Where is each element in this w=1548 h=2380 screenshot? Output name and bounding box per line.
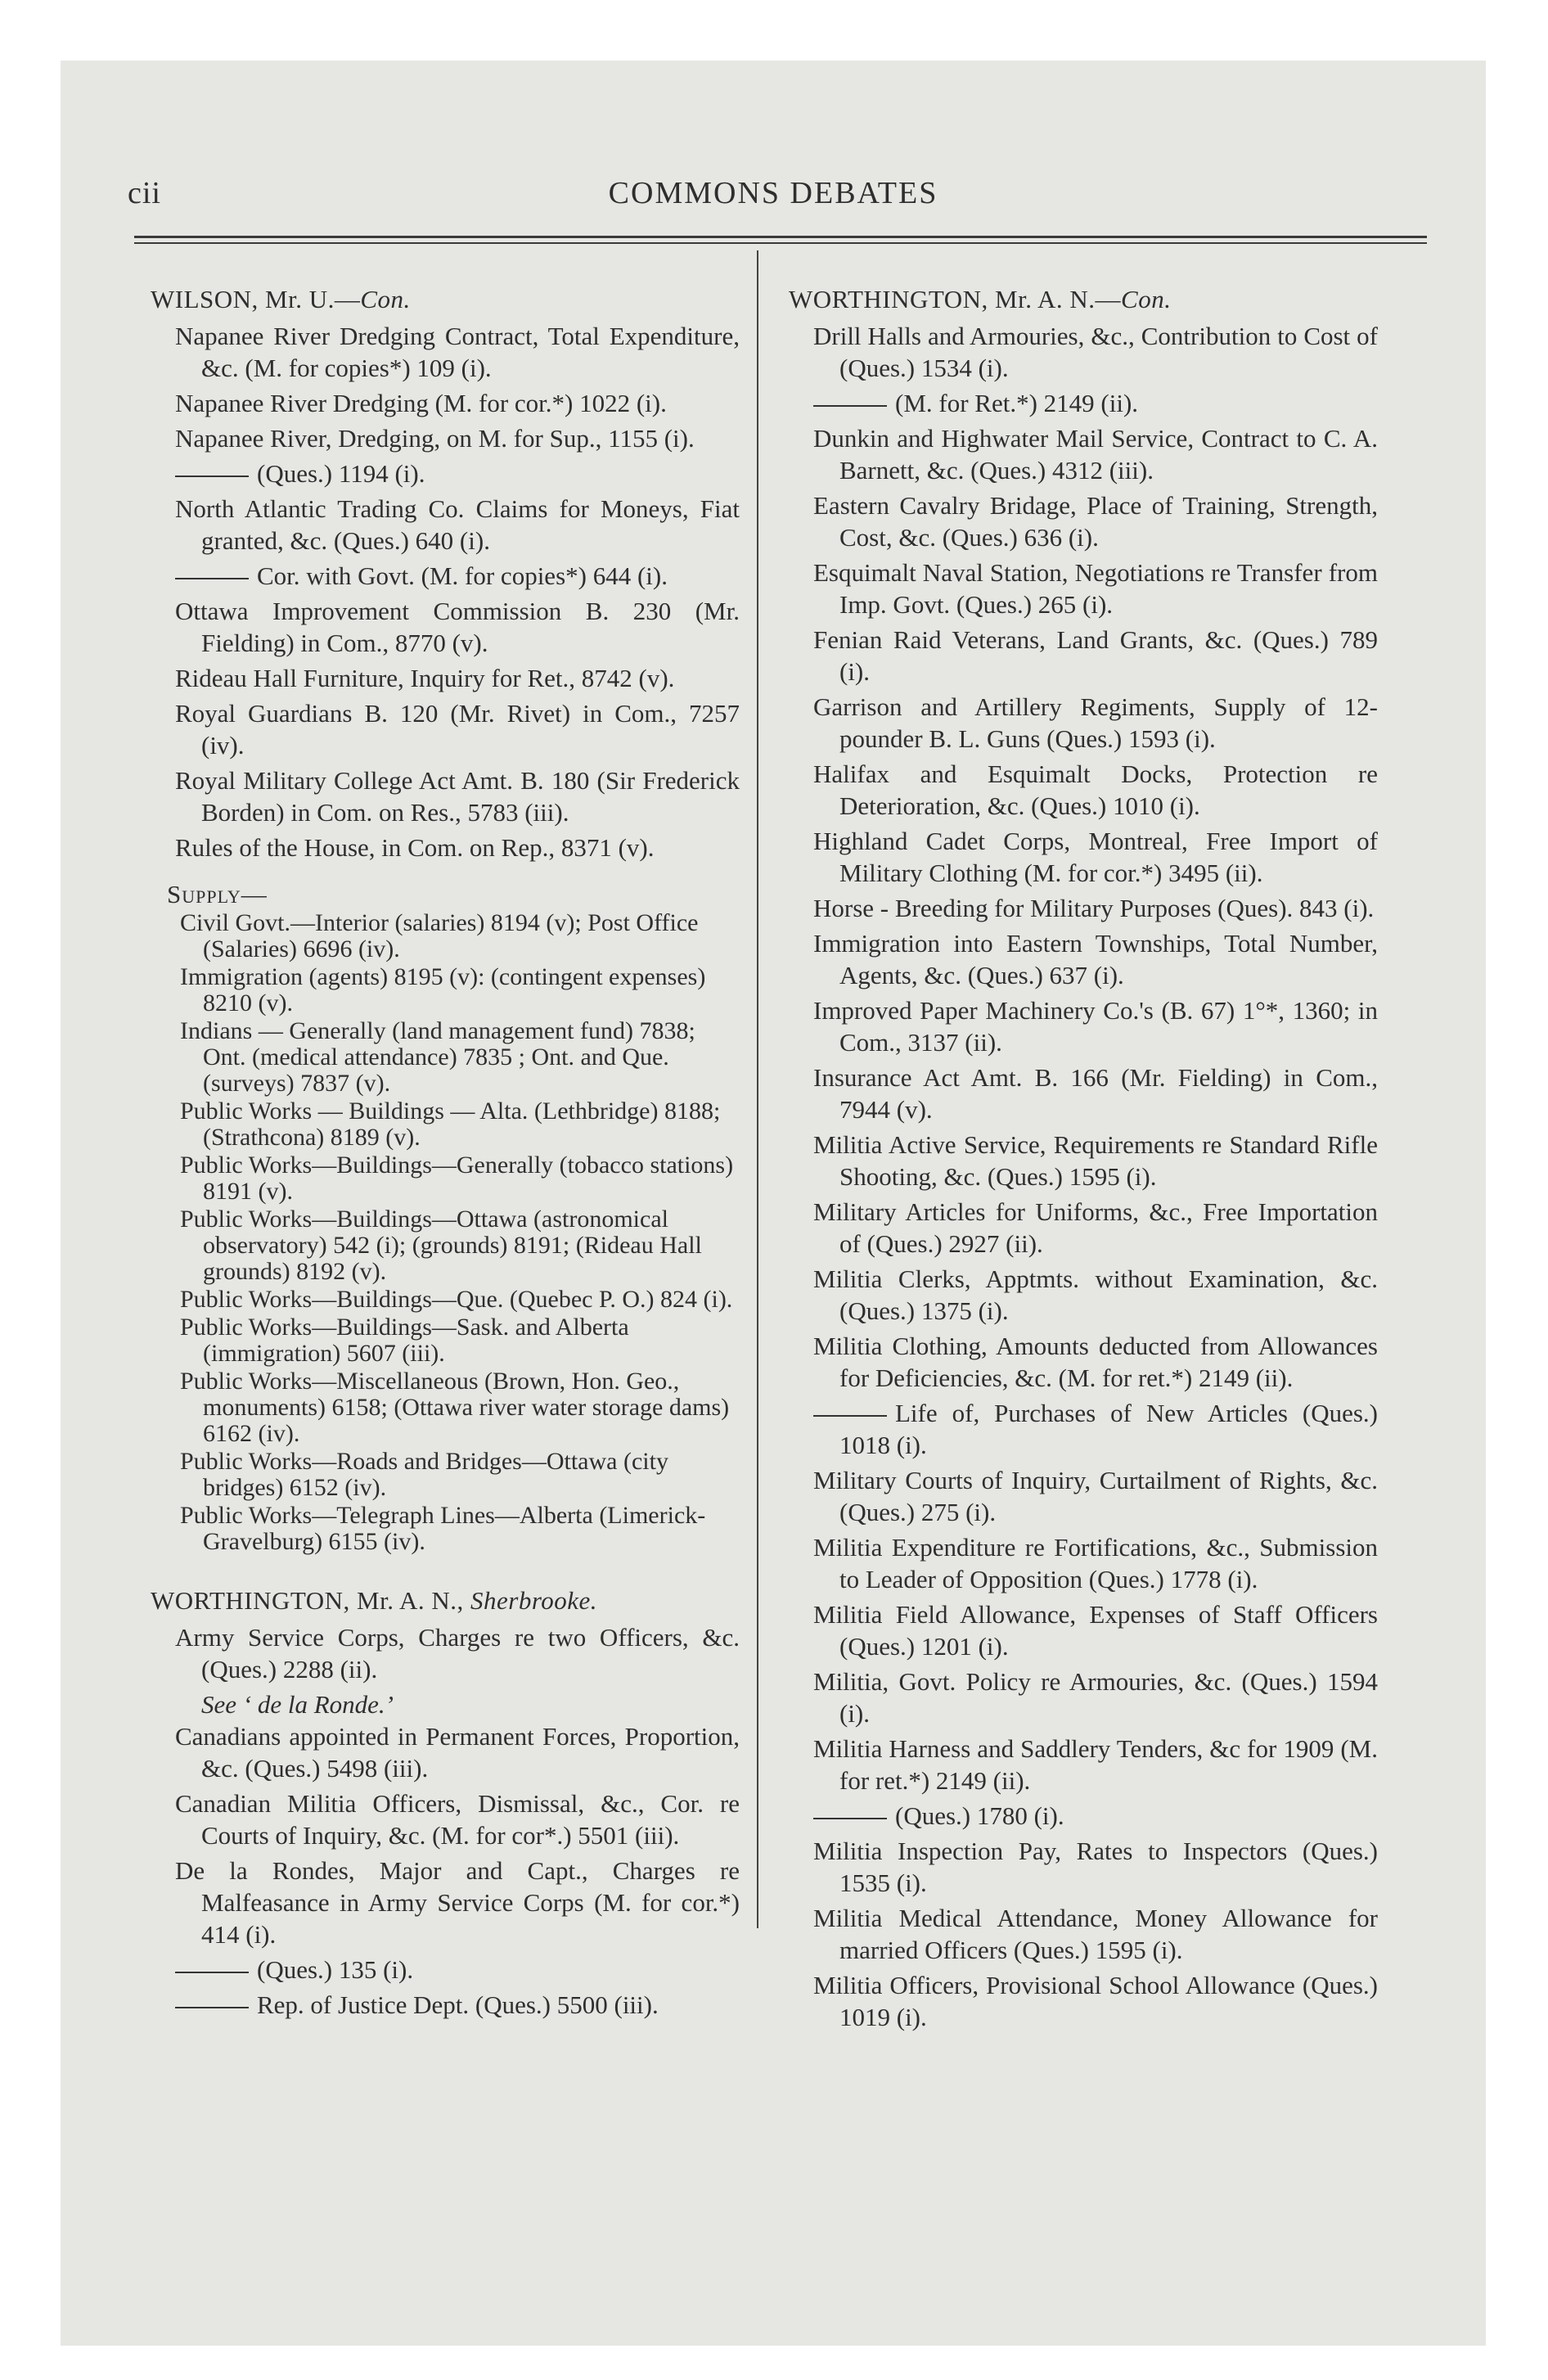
supply-entry: Civil Govt.—Interior (salaries) 8194 (v); Post Office (Salaries) 6696 (iv).: [180, 909, 699, 962]
header-rule-secondary: [134, 242, 1427, 244]
index-entry: Insurance Act Amt. B. 166 (Mr. Fielding) in Com., 7944 (v).: [813, 1063, 1378, 1124]
index-entry: Fenian Raid Veterans, Land Grants, &c. (Ques.) 789 (i).: [813, 625, 1378, 686]
page-number: cii: [128, 176, 161, 210]
index-entry: Militia Clerks, Apptmts. without Examination, &c. (Ques.) 1375 (i).: [813, 1264, 1378, 1325]
index-entry: De la Rondes, Major and Capt., Charges re Malfeasance in Army Service Corps (M. for cor.*) 414 (i).: [175, 1856, 740, 1949]
supply-entry: Public Works—Miscellaneous (Brown, Hon. Geo., monuments) 6158; (Ottawa river water storage dams) 6162 (iv).: [180, 1368, 730, 1447]
index-entry: Napanee River Dredging Contract, Total Expenditure, &c. (M. for copies*) 109 (i).: [175, 322, 740, 382]
ditto-dash: [175, 476, 249, 477]
index-entry: Militia Medical Attendance, Money Allowance for married Officers (Ques.) 1595 (i).: [813, 1904, 1378, 1964]
index-entry: Napanee River, Dredging, on M. for Sup., 1155 (i).: [175, 424, 695, 453]
supply-entry: Indians — Generally (land management fund) 7838; Ont. (medical attendance) 7835 ; Ont. and Que. (surveys) 7837 (v).: [180, 1017, 695, 1097]
index-entry: Rideau Hall Furniture, Inquiry for Ret., 8742 (v).: [175, 664, 675, 692]
index-entry: Rules of the House, in Com. on Rep., 8371 (v).: [175, 833, 655, 862]
column-divider: [757, 250, 758, 1928]
index-entry: Horse - Breeding for Military Purposes (Ques). 843 (i).: [813, 894, 1375, 922]
ditto-dash: [175, 2007, 249, 2008]
page-title: COMMONS DEBATES: [608, 176, 938, 210]
index-entry: Eastern Cavalry Bridage, Place of Training, Strength, Cost, &c. (Ques.) 636 (i).: [813, 491, 1378, 552]
index-entry-continued: Rep. of Justice Dept. (Ques.) 5500 (iii).: [151, 1989, 740, 2021]
supply-entry: Immigration (agents) 8195 (v): (contingent expenses) 8210 (v).: [180, 963, 706, 1016]
ditto-dash: [175, 578, 249, 579]
supply-entry: Public Works—Buildings—Que. (Quebec P. O.) 824 (i).: [180, 1286, 733, 1313]
index-entry: Canadians appointed in Permanent Forces, Proportion, &c. (Ques.) 5498 (iii).: [175, 1722, 740, 1783]
index-entry: Militia Inspection Pay, Rates to Inspectors (Ques.) 1535 (i).: [813, 1837, 1378, 1897]
index-entry: Militia, Govt. Policy re Armouries, &c. (Ques.) 1594 (i).: [813, 1667, 1378, 1728]
index-entry: Garrison and Artillery Regiments, Supply of 12-pounder B. L. Guns (Ques.) 1593 (i).: [813, 692, 1378, 753]
index-entry-continued: (Ques.) 1780 (i).: [789, 1800, 1378, 1832]
index-entry: Royal Guardians B. 120 (Mr. Rivet) in Com., 7257 (iv).: [175, 699, 740, 760]
index-entry: Militia Officers, Provisional School Allowance (Ques.) 1019 (i).: [813, 1971, 1378, 2031]
index-entry: Military Articles for Uniforms, &c., Free Importation of (Ques.) 2927 (ii).: [813, 1197, 1378, 1258]
index-entry: Dunkin and Highwater Mail Service, Contract to C. A. Barnett, &c. (Ques.) 4312 (iii).: [813, 424, 1378, 485]
index-entry-continued: (Ques.) 1194 (i).: [151, 458, 740, 489]
index-entry-continued: Cor. with Govt. (M. for copies*) 644 (i).: [151, 560, 740, 592]
index-entry: Esquimalt Naval Station, Negotiations re Transfer from Imp. Govt. (Ques.) 265 (i).: [813, 558, 1378, 619]
index-entry: Napanee River Dredging (M. for cor.*) 1022 (i).: [175, 389, 667, 417]
supply-entry: Public Works—Telegraph Lines—Alberta (Limerick-Gravelburg) 6155 (iv).: [180, 1502, 706, 1555]
index-entry: Improved Paper Machinery Co.'s (B. 67) 1°*, 1360; in Com., 3137 (ii).: [813, 996, 1378, 1057]
index-entry: Militia Clothing, Amounts deducted from Allowances for Deficiencies, &c. (M. for ret.*) 2149 (ii).: [813, 1332, 1378, 1392]
index-entry: Immigration into Eastern Townships, Total Number, Agents, &c. (Ques.) 637 (i).: [813, 929, 1378, 989]
index-entry: Royal Military College Act Amt. B. 180 (Sir Frederick Borden) in Com. on Res., 5783 (iii).: [175, 766, 740, 827]
supply-entry: Public Works—Buildings—Sask. and Alberta (immigration) 5607 (iii).: [180, 1314, 629, 1367]
ditto-dash: [175, 1972, 249, 1973]
header-rule: [134, 236, 1427, 238]
ditto-dash: [813, 405, 887, 407]
index-entry-continued: (M. for Ret.*) 2149 (ii).: [789, 387, 1378, 419]
member-heading: WORTHINGTON, Mr. A. N.—Con.: [789, 285, 1172, 313]
index-entry: Militia Harness and Saddlery Tenders, &c for 1909 (M. for ret.*) 2149 (ii).: [813, 1734, 1378, 1795]
cross-reference: See ‘ de la Ronde.’: [201, 1690, 394, 1719]
left-column: [151, 283, 740, 2024]
index-entry: Halifax and Esquimalt Docks, Protection re Deterioration, &c. (Ques.) 1010 (i).: [813, 760, 1378, 820]
index-entry: Drill Halls and Armouries, &c., Contribution to Cost of (Ques.) 1534 (i).: [813, 322, 1378, 382]
ditto-dash: [813, 1415, 887, 1417]
supply-entry: Public Works—Roads and Bridges—Ottawa (city bridges) 6152 (iv).: [180, 1448, 668, 1501]
index-entry: Military Courts of Inquiry, Curtailment of Rights, &c. (Ques.) 275 (i).: [813, 1466, 1378, 1526]
index-entry-continued: (Ques.) 135 (i).: [151, 1954, 740, 1986]
index-entry: Militia Field Allowance, Expenses of Staff Officers (Ques.) 1201 (i).: [813, 1600, 1378, 1661]
index-entry: Militia Expenditure re Fortifications, &c., Submission to Leader of Opposition (Ques.) 1778 (i).: [813, 1533, 1378, 1593]
index-entry: Army Service Corps, Charges re two Officers, &c. (Ques.) 2288 (ii).: [175, 1623, 740, 1684]
right-column: [789, 283, 1378, 2036]
index-entry: Ottawa Improvement Commission B. 230 (Mr. Fielding) in Com., 8770 (v).: [175, 597, 740, 657]
supply-entry: Public Works — Buildings — Alta. (Lethbridge) 8188; (Strathcona) 8189 (v).: [180, 1098, 721, 1151]
supply-heading: Supply—: [167, 880, 268, 908]
member-heading: WILSON, Mr. U.—Con.: [151, 285, 411, 313]
ditto-dash: [813, 1818, 887, 1819]
index-entry: Canadian Militia Officers, Dismissal, &c., Cor. re Courts of Inquiry, &c. (M. for cor*.) 5501 (iii).: [175, 1789, 740, 1850]
document-page: [61, 61, 1486, 2346]
index-entry: North Atlantic Trading Co. Claims for Moneys, Fiat granted, &c. (Ques.) 640 (i).: [175, 494, 740, 555]
index-entry: Militia Active Service, Requirements re Standard Rifle Shooting, &c. (Ques.) 1595 (i).: [813, 1130, 1378, 1191]
supply-entry: Public Works—Buildings—Generally (tobacco stations) 8191 (v).: [180, 1152, 734, 1205]
member-heading: WORTHINGTON, Mr. A. N., Sherbrooke.: [151, 1586, 598, 1615]
index-entry: Highland Cadet Corps, Montreal, Free Import of Military Clothing (M. for cor.*) 3495 (ii).: [813, 827, 1378, 887]
page-header: [61, 175, 1486, 224]
supply-entry: Public Works—Buildings—Ottawa (astronomical observatory) 542 (i); (grounds) 8191; (Rideau Hall grounds) 8192 (v).: [180, 1206, 702, 1285]
index-entry-continued: Life of, Purchases of New Articles (Ques.) 1018 (i).: [789, 1397, 1378, 1461]
